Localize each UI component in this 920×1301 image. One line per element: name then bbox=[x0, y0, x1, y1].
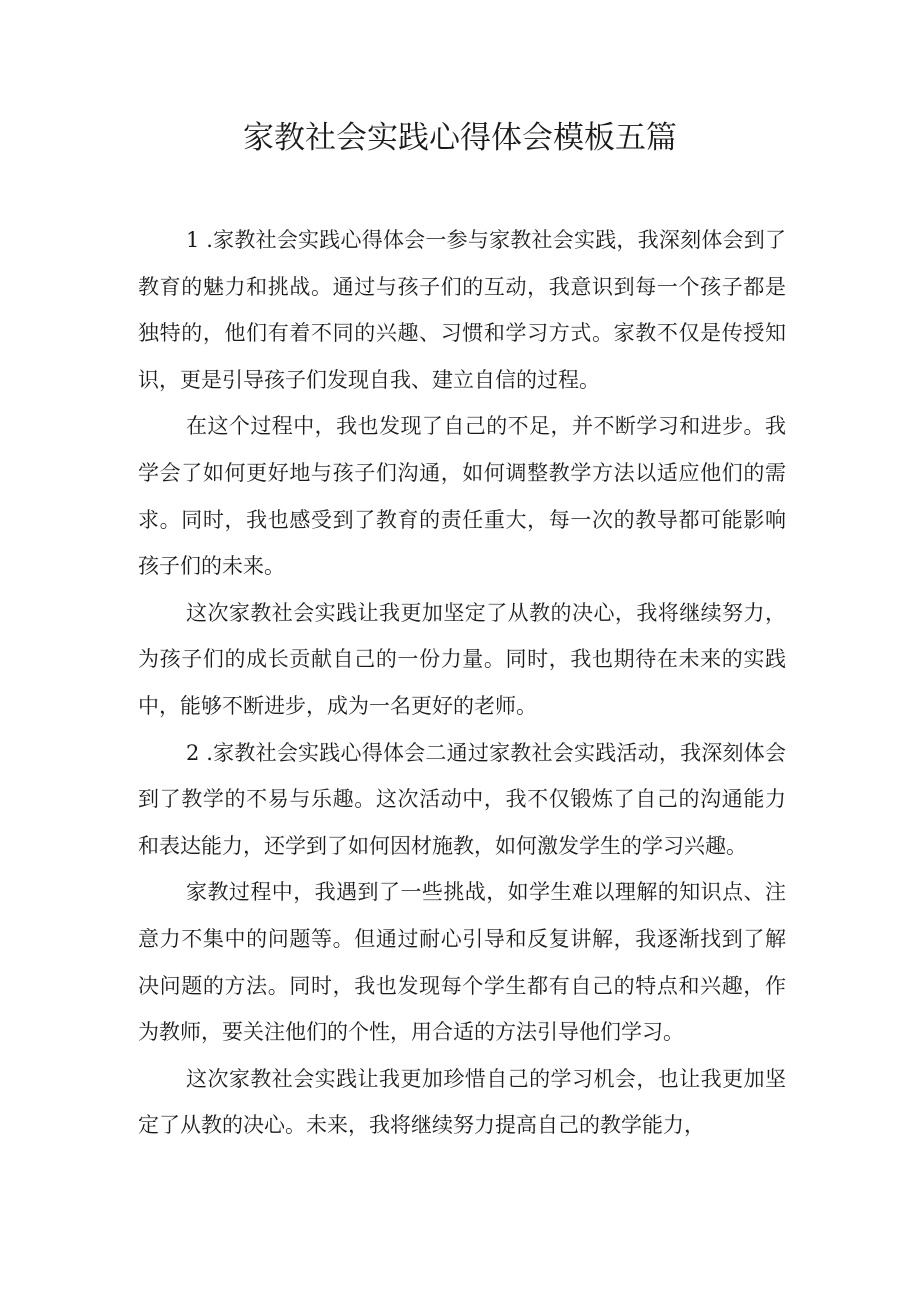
paragraph-2: 在这个过程中，我也发现了自己的不足，并不断学习和进步。我学会了如何更好地与孩子们沟通，如何调整教学方法以适应他们的需求。同时，我也感受到了教育的责任重大，每一次的教导都可能影响孩子们的未来。 bbox=[138, 414, 786, 579]
paragraph-4: 2 .家教社会实践心得体会二通过家教社会实践活动，我深刻体会到了教学的不易与乐趣。这次活动中，我不仅锻炼了自己的沟通能力和表达能力，还学到了如何因材施教，如何激发学生的学习兴趣。 bbox=[138, 740, 786, 858]
document-body bbox=[138, 217, 786, 1149]
paragraph-1: 1 .家教社会实践心得体会一参与家教社会实践，我深刻体会到了教育的魅力和挑战。通过与孩子们的互动，我意识到每一个孩子都是独特的，他们有着不同的兴趣、习惯和学习方式。家教不仅是传授知识，更是引导孩子们发现自我、建立自信的过程。 bbox=[138, 228, 786, 392]
paragraph-6: 这次家教社会实践让我更加珍惜自己的学习机会，也让我更加坚定了从教的决心。未来，我将继续努力提高自己的教学能力， bbox=[138, 1066, 786, 1138]
document-title: 家教社会实践心得体会模板五篇 bbox=[243, 120, 677, 156]
paragraph-5: 家教过程中，我遇到了一些挑战，如学生难以理解的知识点、注意力不集中的问题等。但通过耐心引导和反复讲解，我逐渐找到了解决问题的方法。同时，我也发现每个学生都有自己的特点和兴趣，作为教师，要关注他们的个性，用合适的方法引导他们学习。 bbox=[138, 880, 786, 1045]
paragraph-3: 这次家教社会实践让我更加坚定了从教的决心，我将继续努力，为孩子们的成长贡献自己的一份力量。同时，我也期待在未来的实践中，能够不断进步，成为一名更好的老师。 bbox=[138, 600, 786, 718]
